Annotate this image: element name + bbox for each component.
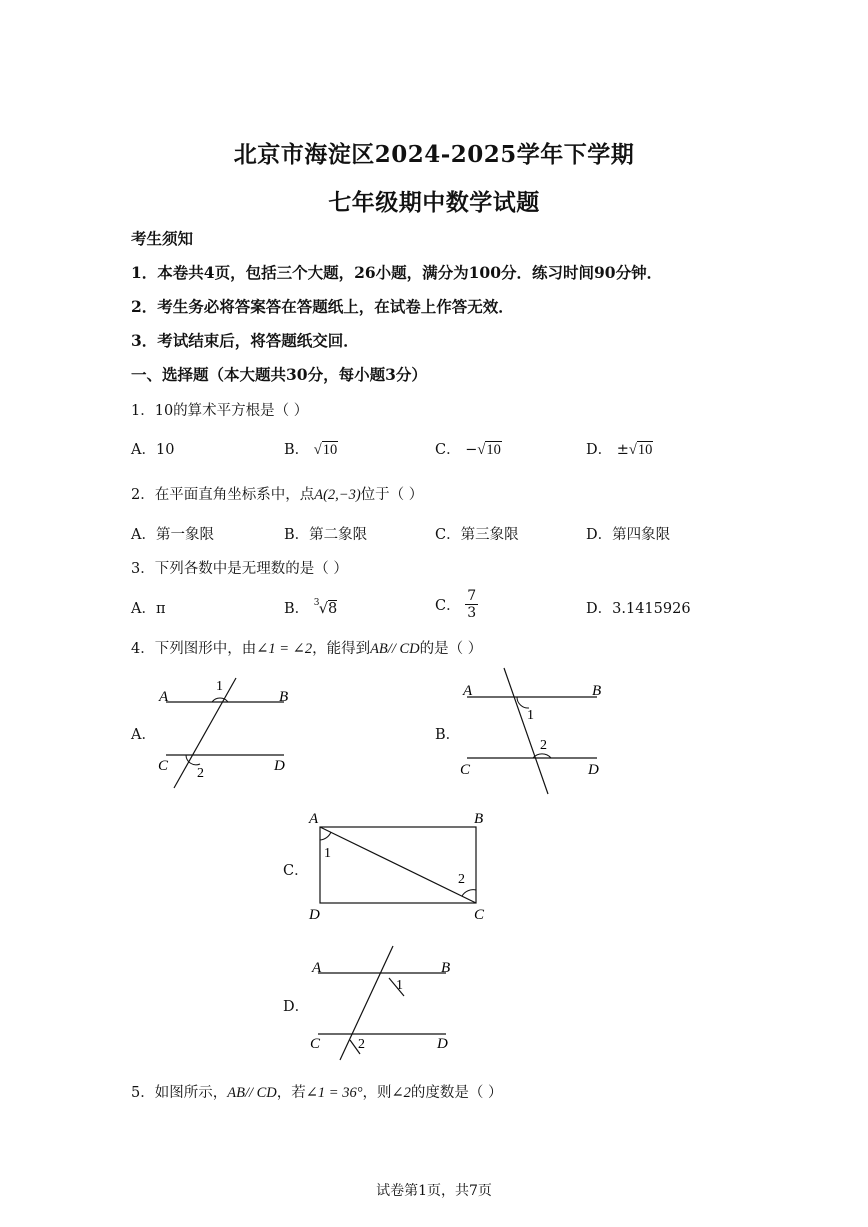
q4-figure-c: [300, 806, 500, 926]
q3-option-a: A．π: [131, 601, 166, 617]
question-3-stem: 3．下列各数中是无理数的是（ ）: [131, 561, 348, 577]
q4-option-d-label: D．: [283, 999, 310, 1015]
section-heading: 一、选择题（本大题共30分，每小题3分）: [131, 365, 427, 384]
fig-b-label-a: A: [463, 683, 473, 699]
page-footer: 试卷第1页，共7页: [376, 1183, 492, 1199]
fig-a-label-d: D: [274, 758, 285, 774]
q4-option-a-label: A．: [131, 727, 156, 743]
fig-c-label-b: B: [474, 811, 484, 827]
fig-b-label-d: D: [588, 762, 599, 778]
q2-option-a: A．第一象限: [131, 527, 214, 543]
fig-d-label-b: B: [441, 960, 451, 976]
q2-option-d: D．第四象限: [586, 527, 671, 543]
fig-a-label-c: C: [158, 758, 169, 774]
fig-b-label-2: 2: [540, 738, 547, 753]
fig-c-label-1: 1: [324, 846, 331, 861]
fig-d-label-d: D: [437, 1036, 448, 1052]
exam-title-line2: 七年级期中数学试题: [328, 189, 540, 216]
fig-c-label-a: A: [309, 811, 319, 827]
fig-a-label-1: 1: [216, 679, 223, 694]
q4-option-c-label: C．: [283, 863, 309, 879]
question-1-stem: 1．10的算术平方根是（ ）: [131, 403, 309, 419]
exam-title-line1: 北京市海淀区2024-2025学年下学期: [233, 141, 635, 168]
notice-item-2: 2．考生务必将答案答在答题纸上，在试卷上作答无效．: [131, 297, 514, 316]
q4-figure-d: [300, 942, 460, 1067]
fig-a-label-b: B: [279, 689, 289, 705]
fig-b-label-1: 1: [527, 708, 534, 723]
fig-d-label-1: 1: [396, 978, 403, 993]
notice-item-3: 3．考试结束后，将答题纸交回．: [131, 331, 359, 350]
question-5-stem: 5．如图所示，AB// CD，若∠1 = 36°，则∠2的度数是（ ）: [131, 1085, 503, 1101]
q1-option-a: A．10: [131, 442, 175, 458]
q1-option-b: B． √10: [284, 442, 338, 458]
question-4-stem: 4．下列图形中，由∠1 = ∠2，能得到AB// CD的是（ ）: [131, 641, 483, 657]
question-2-stem: 2．在平面直角坐标系中，点A(2,−3)位于（ ）: [131, 487, 424, 503]
fig-d-label-2: 2: [358, 1037, 365, 1052]
fig-c-label-d: D: [309, 907, 320, 923]
q1-option-d: D． ±√10: [586, 442, 653, 458]
q4-figure-a: [150, 672, 300, 792]
q2-option-c: C．第三象限: [435, 527, 519, 543]
q3-option-d: D．3.1415926: [586, 601, 691, 617]
fig-b-label-c: C: [460, 762, 471, 778]
q4-option-b-label: B．: [435, 727, 461, 743]
q2-option-b: B．第二象限: [284, 527, 368, 543]
q3-option-b: B． 3 √8: [284, 598, 338, 617]
fig-c-label-2: 2: [458, 872, 465, 887]
fig-c-label-c: C: [474, 907, 485, 923]
fig-a-label-a: A: [159, 689, 169, 705]
q1-option-c: C． −√10: [435, 442, 501, 458]
fig-a-label-2: 2: [197, 766, 204, 781]
fig-b-label-b: B: [592, 683, 602, 699]
q3-option-c: C． $\frac{7}{3}$: [435, 588, 477, 621]
notice-item-1: 1．本卷共4页，包括三个大题，26小题，满分为100分．练习时间90分钟．: [131, 263, 663, 282]
fig-d-label-c: C: [310, 1036, 321, 1052]
q4-figure-b: [455, 664, 620, 799]
notice-heading: 考生须知: [131, 229, 194, 248]
fig-d-label-a: A: [312, 960, 322, 976]
